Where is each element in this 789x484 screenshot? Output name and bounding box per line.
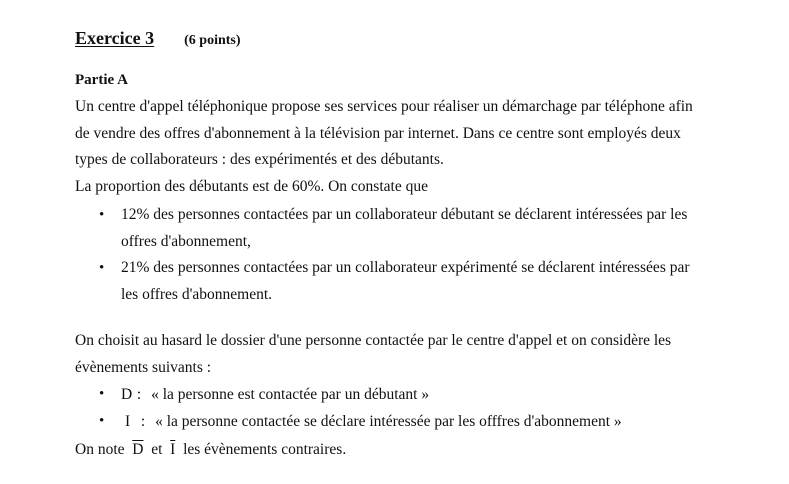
event-line: [121, 381, 775, 408]
exercise-title: Exercice 3: [75, 28, 155, 48]
note-et: et: [151, 441, 163, 458]
bullet-icon: •: [99, 207, 105, 223]
part-heading: Partie A: [75, 72, 128, 88]
event-text: « la personne contactée se déclare intéressée par les offfres d'abonnement »: [155, 413, 622, 430]
choice-line: On choisit au hasard le dossier d'une personne contactée par le centre d'appel et on considère les: [75, 332, 672, 349]
event-text: « la personne est contactée par un débutant »: [151, 386, 430, 403]
exercise-document: [75, 28, 775, 463]
event-separator: :: [136, 386, 142, 403]
intro-line: La proportion des débutants est de 60%. On constate que: [75, 177, 428, 195]
observation-line: les offres d'abonnement.: [121, 285, 273, 303]
exercise-points: (6 points): [184, 33, 241, 48]
complement-i: $\overline{I}$: [170, 441, 176, 458]
note-prefix: On note: [75, 441, 125, 458]
event-item: [75, 381, 775, 408]
intro-paragraph: [75, 94, 775, 200]
note-suffix: les évènements contraires.: [183, 441, 347, 458]
observation-item: [75, 255, 775, 308]
event-line: [121, 408, 775, 435]
bullet-icon: •: [99, 413, 105, 429]
event-letter: I: [125, 413, 131, 430]
bullet-icon: •: [99, 386, 105, 402]
choice-paragraph: [75, 328, 775, 381]
observation-item: [75, 202, 775, 255]
event-list: [75, 381, 775, 435]
complement-note: [75, 435, 775, 463]
complement-d: $\overline{D}$: [132, 441, 144, 458]
observation-line: 12% des personnes contactées par un collaborateur débutant se déclarent intéressées par les: [121, 206, 688, 223]
exercise-header: [75, 28, 775, 52]
observation-list: [75, 202, 775, 308]
observation-line: 21% des personnes contactées par un collaborateur expérimenté se déclarent intéressées par: [121, 259, 690, 276]
event-letter: D: [121, 386, 133, 403]
spacer: [75, 308, 775, 328]
bullet-icon: •: [99, 260, 105, 276]
event-item: [75, 408, 775, 435]
event-separator: :: [140, 413, 146, 430]
intro-line: Un centre d'appel téléphonique propose ses services pour réaliser un démarchage par téléphone afin: [75, 98, 693, 115]
choice-line: évènements suivants :: [75, 358, 212, 376]
intro-line: types de collaborateurs : des expérimentés et des débutants.: [75, 151, 444, 168]
intro-line: de vendre des offres d'abonnement à la télévision par internet. Dans ce centre sont employés deux: [75, 124, 681, 142]
observation-line: offres d'abonnement,: [121, 232, 251, 250]
